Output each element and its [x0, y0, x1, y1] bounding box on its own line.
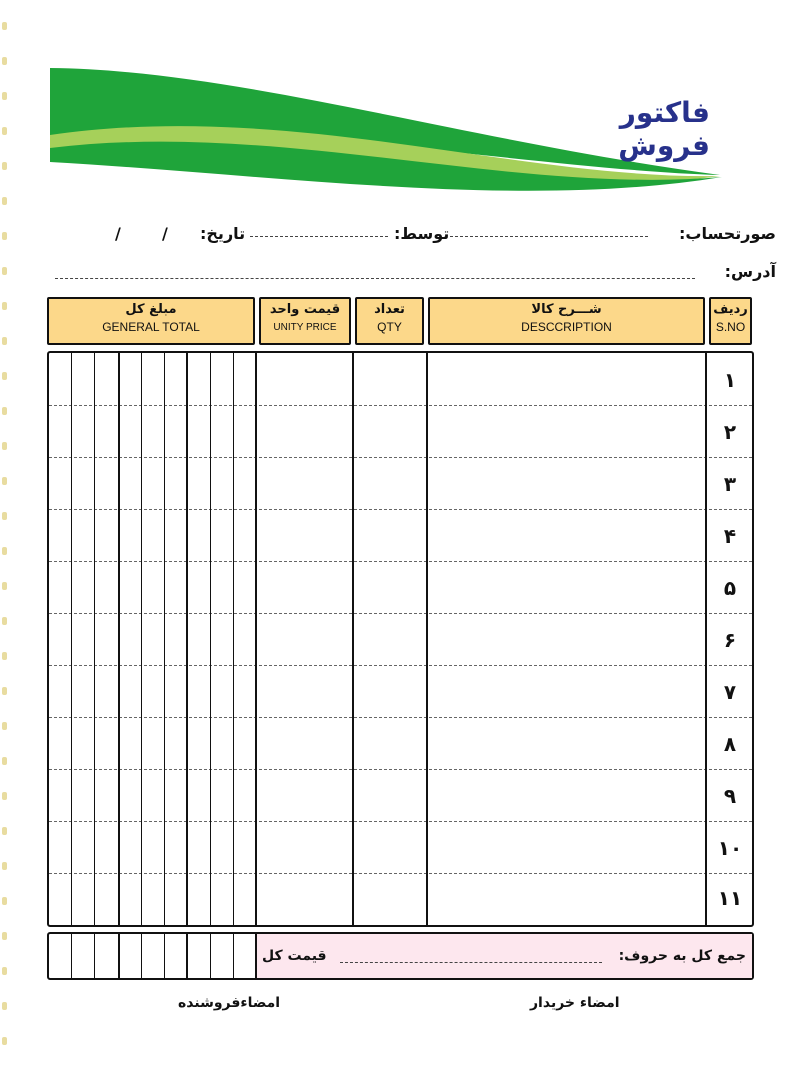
total-divider: [118, 932, 120, 980]
column-divider: [255, 351, 257, 927]
row-number: ۷: [723, 680, 737, 704]
by-label: توسط:: [394, 224, 450, 243]
date-label: تاریخ:: [200, 224, 246, 243]
binding-strip: [0, 0, 10, 1080]
header-sno-fa: ردیف: [713, 302, 748, 317]
total-subdivider: [94, 932, 95, 980]
row-divider: [49, 665, 752, 666]
header-sno: [709, 297, 752, 345]
buyer-signature-label: امضاء خریدار: [530, 995, 620, 1011]
total-subdivider: [71, 932, 72, 980]
row-number: ۵: [723, 576, 737, 600]
total-price-label: قیمت کل: [262, 948, 327, 964]
row-number: ۴: [723, 524, 737, 548]
total-divider: [255, 932, 257, 980]
column-subdivider: [233, 351, 234, 927]
row-divider: [49, 821, 752, 822]
column-subdivider: [71, 351, 72, 927]
row-divider: [49, 405, 752, 406]
seller-signature-label: امضاءفروشنده: [178, 995, 281, 1011]
header-unit-price-en: UNITY PRICE: [273, 322, 337, 333]
date-separator-1: /: [162, 224, 168, 243]
column-divider: [705, 351, 707, 927]
header-general-total-fa: مبلغ کل: [125, 302, 177, 317]
row-number: ۱۱: [717, 886, 743, 910]
account-label: صورتحساب:: [678, 224, 776, 243]
column-divider: [426, 351, 428, 927]
header-sno-en: S.NO: [715, 320, 746, 334]
row-divider: [49, 613, 752, 614]
total-subdivider: [233, 932, 234, 980]
account-field[interactable]: [450, 236, 648, 237]
header-general-total: [47, 297, 255, 345]
invoice-title: فاکتور فروش: [618, 96, 710, 162]
row-number: ۲: [723, 420, 737, 444]
row-number: ۱۰: [717, 836, 743, 860]
header-unit-price: [259, 297, 351, 345]
column-divider: [118, 351, 120, 927]
items-table: [47, 351, 754, 927]
header-qty: [355, 297, 424, 345]
row-divider: [49, 873, 752, 874]
row-divider: [49, 769, 752, 770]
by-field[interactable]: [250, 236, 388, 237]
row-number: ۱: [723, 368, 737, 392]
row-divider: [49, 457, 752, 458]
column-divider: [186, 351, 188, 927]
column-divider: [352, 351, 354, 927]
total-in-words-field[interactable]: [340, 962, 602, 963]
date-separator-2: /: [115, 224, 121, 243]
header-qty-fa: تعداد: [374, 302, 405, 317]
column-subdivider: [164, 351, 165, 927]
header-qty-en: QTY: [377, 320, 402, 334]
row-number: ۶: [723, 628, 737, 652]
header-general-total-en: GENERAL TOTAL: [102, 320, 200, 334]
column-subdivider: [94, 351, 95, 927]
total-subdivider: [141, 932, 142, 980]
header-description: [428, 297, 705, 345]
row-number: ۸: [723, 732, 737, 756]
address-label: آدرس:: [724, 262, 776, 281]
row-number: ۳: [723, 472, 737, 496]
total-divider: [186, 932, 188, 980]
row-divider: [49, 509, 752, 510]
header-unit-price-fa: قیمت واحد: [269, 302, 341, 317]
column-subdivider: [210, 351, 211, 927]
total-subdivider: [164, 932, 165, 980]
address-field[interactable]: [55, 278, 695, 279]
total-subdivider: [210, 932, 211, 980]
row-divider: [49, 717, 752, 718]
header-description-en: DESCCRIPTION: [521, 320, 612, 334]
row-number: ۹: [723, 784, 737, 808]
column-subdivider: [141, 351, 142, 927]
header-description-fa: شـــرح کالا: [531, 302, 602, 317]
total-in-words-label: جمع کل به حروف:: [618, 948, 746, 964]
row-divider: [49, 561, 752, 562]
